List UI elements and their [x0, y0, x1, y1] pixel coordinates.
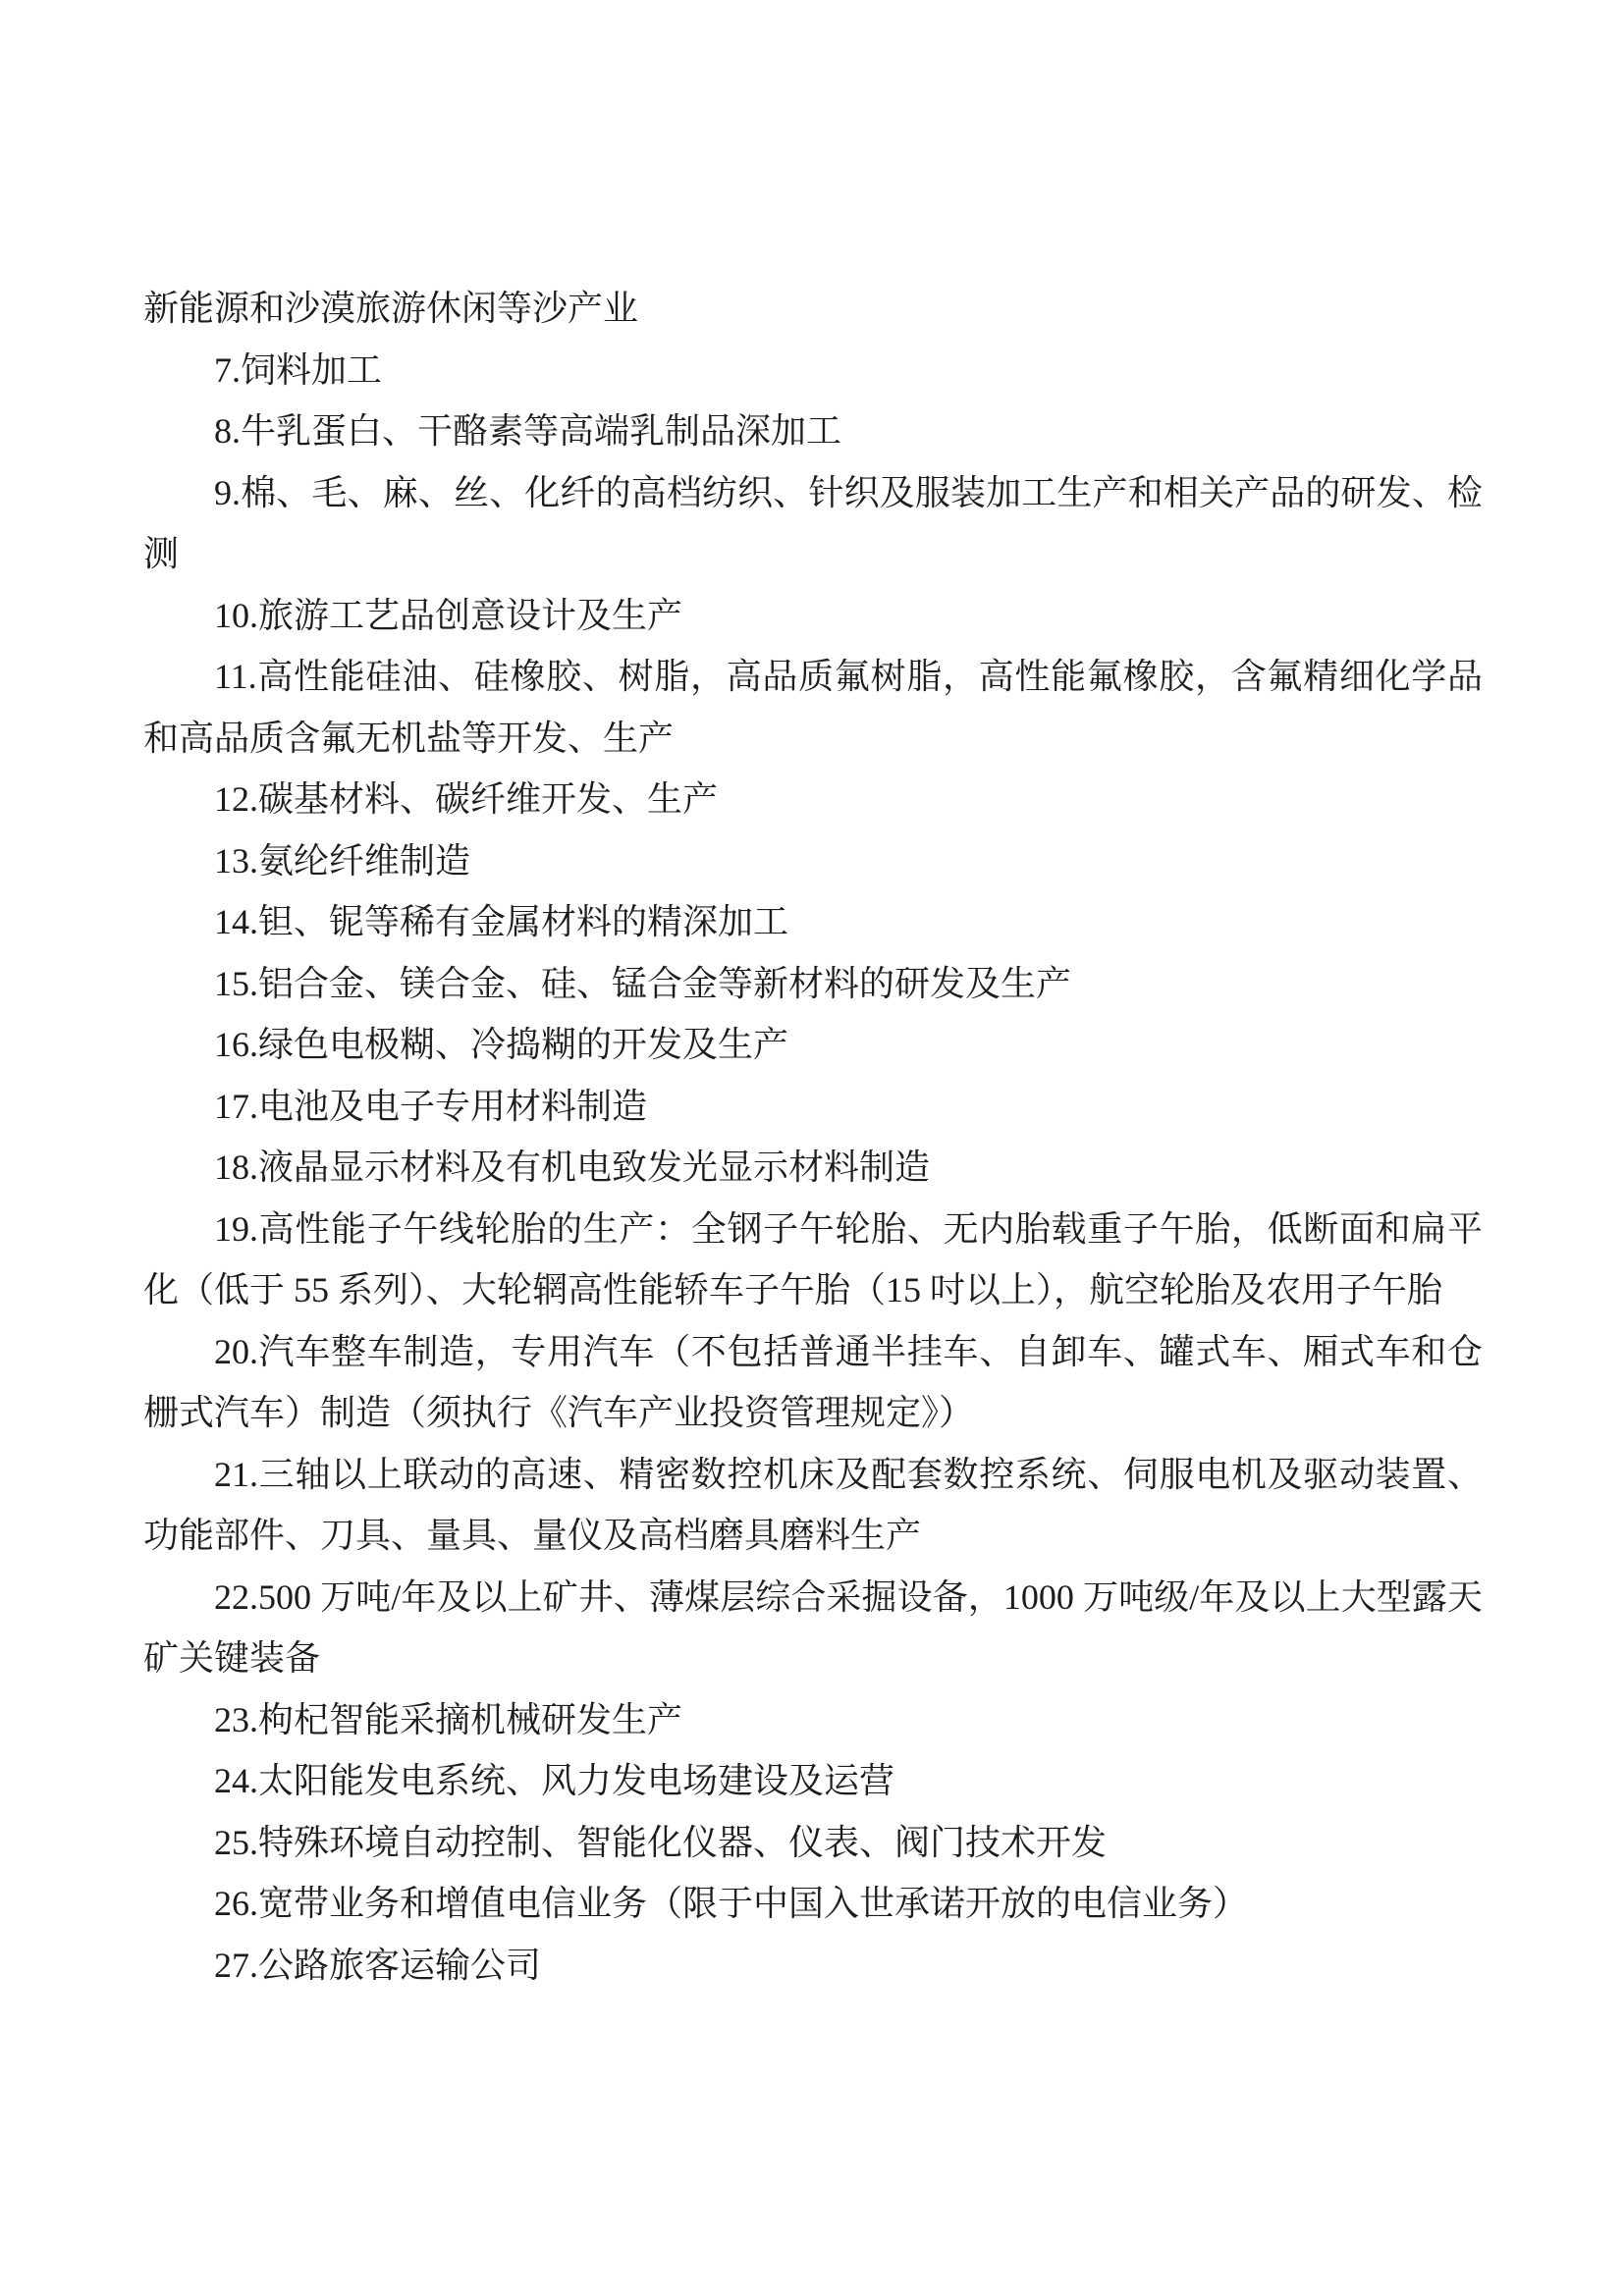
item-13-spandex-fiber: 13.氨纶纤维制造: [214, 840, 471, 881]
item-23-goji-harvesting-machinery: 23.枸杞智能采摘机械研发生产: [214, 1699, 683, 1739]
item-12-carbon-materials: 12.碳基材料、碳纤维开发、生产: [214, 779, 719, 819]
item-10-tourism-crafts: 10.旅游工艺品创意设计及生产: [214, 595, 683, 635]
item-17-battery-electronic-materials: 17.电池及电子专用材料制造: [214, 1086, 648, 1126]
item-20-vehicle-manufacturing: 20.汽车整车制造，专用汽车（不包括普通半挂车、自卸车、罐式车、厢式车和仓栅式汽车）制造（须执行《汽车产业投资管理规定》）: [143, 1331, 1483, 1432]
item-11-silicone-fluorine-chemicals: 11.高性能硅油、硅橡胶、树脂，高品质氟树脂，高性能氟橡胶，含氟精细化学品和高品质含氟无机盐等开发、生产: [143, 657, 1483, 758]
item-18-lcd-oled-materials: 18.液晶显示材料及有机电致发光显示材料制造: [214, 1148, 931, 1187]
item-8-dairy-deep-processing: 8.牛乳蛋白、干酪素等高端乳制品深加工: [214, 411, 842, 451]
item-26-broadband-telecom-services: 26.宽带业务和增值电信业务（限于中国入世承诺开放的电信业务）: [214, 1884, 1249, 1923]
item-7-feed-processing: 7.饲料加工: [214, 349, 383, 390]
item-21-cnc-machine-tools: 21.三轴以上联动的高速、精密数控机床及配套数控系统、伺服电机及驱动装置、功能部件、刀具、量具、量仪及高档磨具磨料生产: [143, 1454, 1483, 1555]
item-24-solar-wind-power: 24.太阳能发电系统、风力发电场建设及运营: [214, 1761, 895, 1800]
item-9-textile-garment: 9.棉、毛、麻、丝、化纤的高档纺织、针织及服装加工生产和相关产品的研发、检测: [143, 472, 1483, 573]
item-14-rare-metal-processing: 14.钽、铌等稀有金属材料的精深加工: [214, 902, 789, 941]
item-15-alloy-new-materials: 15.铝合金、镁合金、硅、锰合金等新材料的研发及生产: [214, 963, 1072, 1003]
item-27-road-passenger-transport: 27.公路旅客运输公司: [214, 1945, 542, 1985]
item-16-electrode-paste: 16.绿色电极糊、冷捣糊的开发及生产: [214, 1025, 789, 1064]
para-continuation-sand-industry: 新能源和沙漠旅游休闲等沙产业: [143, 289, 639, 328]
item-19-radial-tires: 19.高性能子午线轮胎的生产：全钢子午轮胎、无内胎载重子午胎，低断面和扁平化（低于 55 系列）、大轮辋高性能轿车子午胎（15 吋以上），航空轮胎及农用子午胎: [143, 1208, 1483, 1309]
item-22-mining-equipment: 22.500 万吨/年及以上矿井、薄煤层综合采掘设备，1000 万吨级/年及以上大型露天矿关键装备: [143, 1576, 1483, 1678]
item-25-automatic-control-instruments: 25.特殊环境自动控制、智能化仪器、仪表、阀门技术开发: [214, 1822, 1108, 1862]
